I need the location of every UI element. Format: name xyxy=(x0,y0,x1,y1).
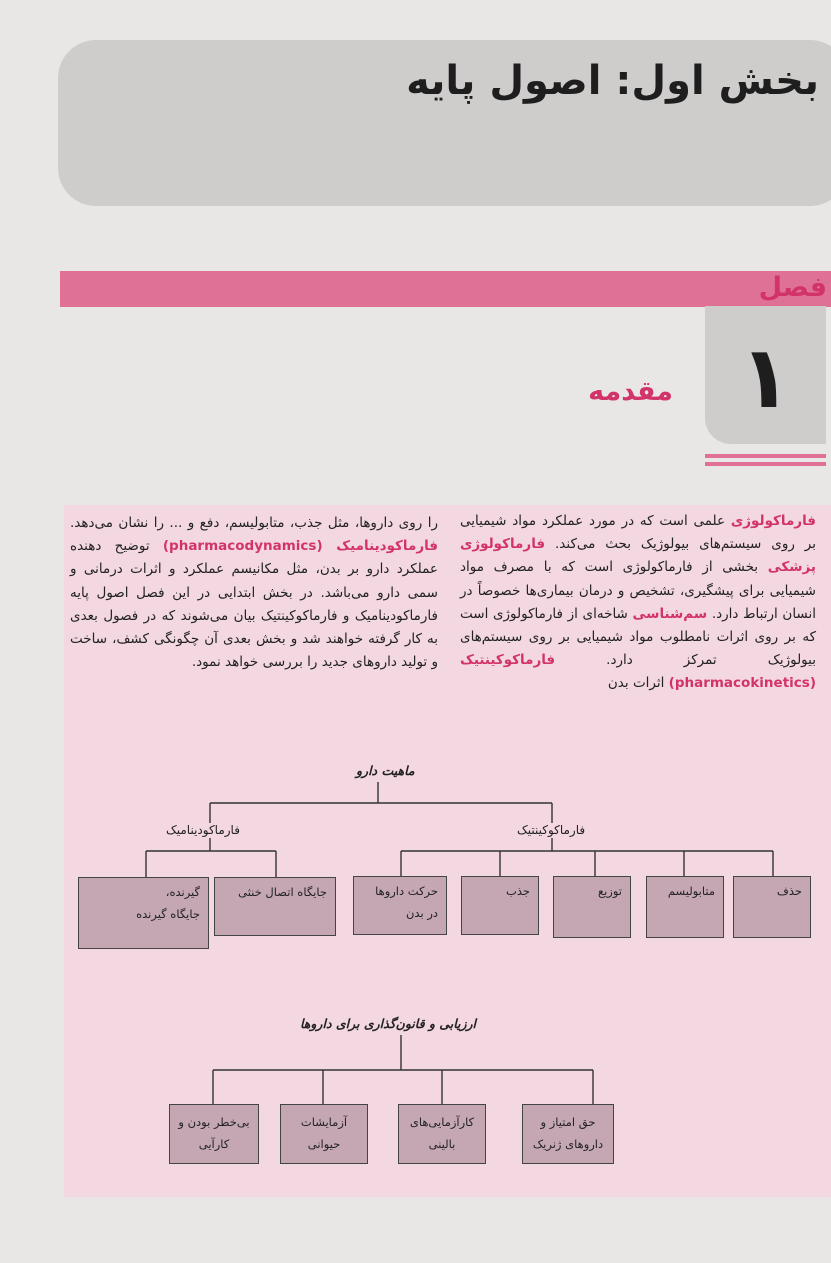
box-receptor: گیرنده، جایگاه گیرنده xyxy=(78,877,209,949)
box-animal-testing: آزمایشات حیوانی xyxy=(280,1104,368,1164)
box-safety-efficacy: بی‌خطر بودن و کارآیی xyxy=(169,1104,259,1164)
chapter-title: مقدمه xyxy=(588,376,673,407)
box-absorption: جذب xyxy=(461,876,539,935)
chapter-number: ۱ xyxy=(739,328,792,428)
box-inert-binding-site: جایگاه اتصال خنثی xyxy=(214,877,336,936)
body-text: را روی داروها، مثل جذب، متابولیسم، دفع و ... را نشان می‌دهد. xyxy=(70,515,438,531)
body-text: شاخه‌ای از فارماکولوژی است که بر روی اثرات نامطلوب مواد شیمیایی بر روی سیستم‌های بیولوژیک تمرکز دارد. xyxy=(460,605,816,669)
body-text: اثرات بدن xyxy=(607,675,669,692)
box-patents-generics: حق امتیاز و داروهای ژنریک xyxy=(522,1104,614,1164)
highlighted-term: فارماکولوژی پزشکی xyxy=(460,536,816,576)
highlighted-term: فارماکودینامیک (pharmacodynamics) xyxy=(162,538,438,555)
box-elimination: حذف xyxy=(733,876,811,938)
box-clinical-trials: کارآزمایی‌های بالینی xyxy=(398,1104,486,1164)
body-text: بخشی از فارماکولوژی است که با مصرف مواد شیمیایی برای پیشگیری، تشخیص و درمان بیماری‌ها خصوصاً در انسان ارتباط دارد. xyxy=(460,559,816,622)
highlighted-term: فارماکولوژی xyxy=(730,513,816,529)
chapter-word: فصل xyxy=(758,272,827,303)
diagram1-root: ماهیت دارو xyxy=(356,763,415,778)
diagram1-branch-pharmacodynamics: فارماکودینامیک xyxy=(166,823,240,837)
box-metabolism: متابولیسم xyxy=(646,876,724,938)
part-title: بخش اول: اصول پایه xyxy=(406,58,819,104)
box-distribution: توزیع xyxy=(553,876,631,938)
box-drug-movement: حرکت داروها در بدن xyxy=(353,876,447,935)
highlighted-term: فارماکوکینتیک (pharmacokinetics) xyxy=(460,652,816,692)
highlighted-term: سم‌شناسی xyxy=(632,605,708,622)
body-text: علمی است که در مورد عملکرد مواد شیمیایی بر روی سیستم‌های بیولوژیک بحث می‌کند. xyxy=(460,513,816,553)
diagram2-root: ارزیابی و قانون‌گذاری برای داروها xyxy=(300,1016,477,1031)
diagram1-branch-pharmacokinetics: فارماکوکینتیک xyxy=(517,823,586,837)
body-text: توضیح دهنده عملکرد دارو بر بدن، مثل مکانیسم عملکرد و اثرات درمانی و سمی دارو می‌باشد. در بخش ابتدایی در این فصل اصول پایه فارماکودینامیک و فارماکوکینتیک بیان می‌شوند که در فصول بعدی به کار گرفته خواهند شد و بخش بعدی آن چگونگی کشف، ساخت و تولید داروهای جدید را بررسی خواهد نمود. xyxy=(70,538,438,671)
